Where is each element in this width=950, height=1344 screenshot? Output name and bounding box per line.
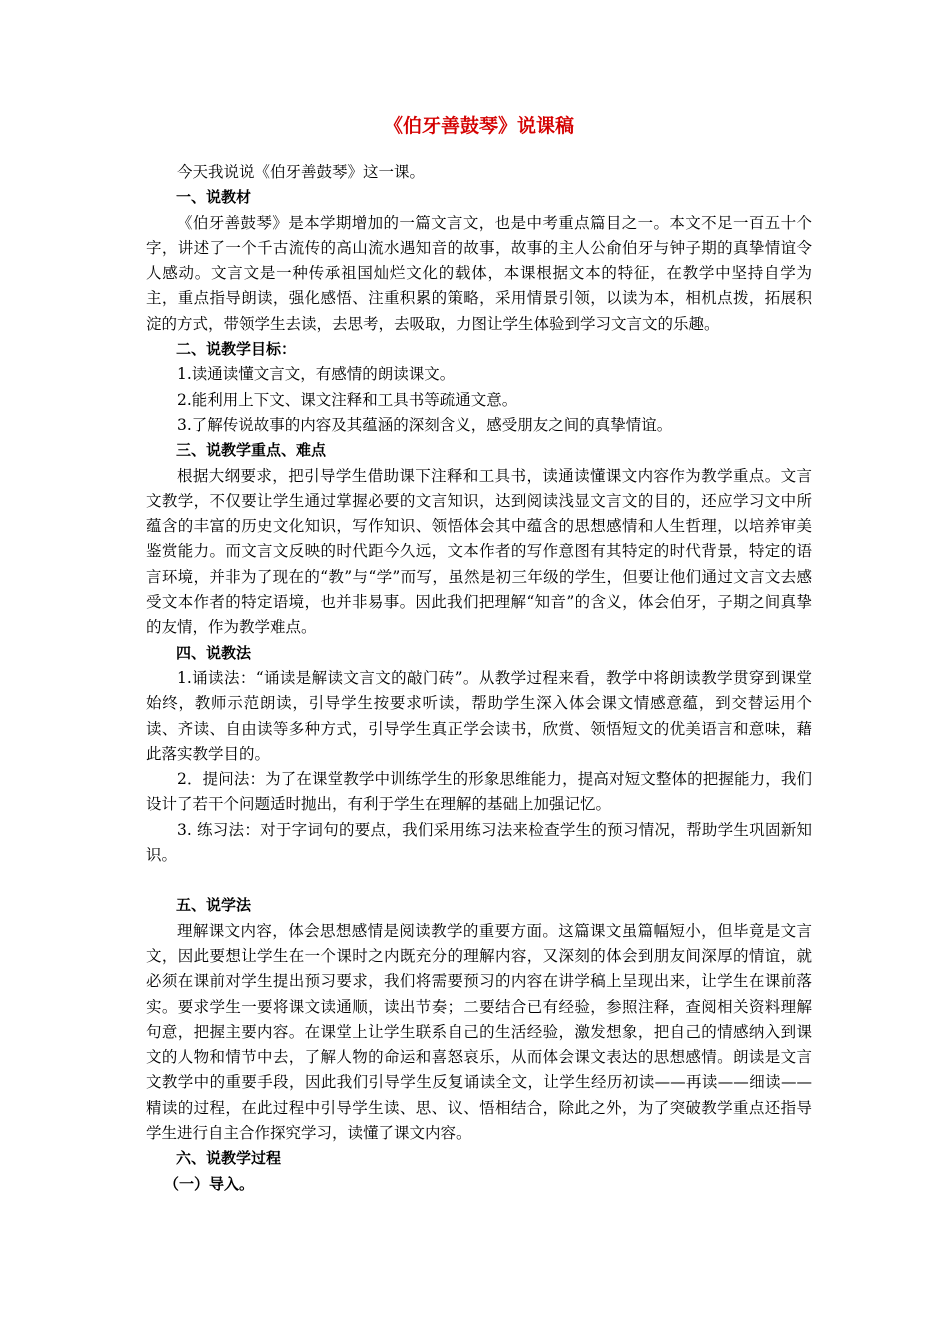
document-title: 《伯牙善鼓琴》说课稿 [383,115,574,137]
goal-item: 1.读通读懂文言文，有感情的朗读课文。 [177,365,456,384]
method-item: 3. 练习法：对于字词句的要点，我们采用练习法来检查学生的预习情况，帮助学生巩固新知识。 [146,820,812,865]
section-heading-teaching-material: 一、说教材 [176,188,252,207]
section-paragraph: 根据大纲要求，把引导学生借助课下注释和工具书，读通读懂课文内容作为教学重点。文言文教学，不仅要让学生通过掌握必要的文言知识，达到阅读浅显文言文的目的，还应学习文中所蕴含的丰富的历史文化知识，写作知识、领悟体会其中蕴含的思想感情和人生哲理，以培养审美鉴赏能力。而文言文反映的时代距今久远，文本作者的写作意图有其特定的时代背景，特定的语言环境，并非为了现在的“教”与“学”而写，虽然是初三年级的学生，但要让他们通过文言文去感受文本作者的特定语境，也并非易事。因此我们把理解“知音”的含义，体会伯牙，子期之间真挚的友情，作为教学难点。 [146,466,812,637]
section-heading-teaching-methods: 四、说教法 [176,643,252,662]
section-heading-key-points: 三、说教学重点、难点 [176,441,327,460]
subheading-introduction: （一）导入。 [164,1174,255,1193]
section-paragraph: 《伯牙善鼓琴》是本学期增加的一篇文言文，也是中考重点篇目之一。本文不足一百五十个字，讲述了一个千古流传的高山流水遇知音的故事，故事的主人公俞伯牙与钟子期的真挚情谊令人感动。文言文是一种传承祖国灿烂文化的载体，本课根据文本的特征，在教学中坚持自学为主，重点指导朗读，强化感悟、注重积累的策略，采用情景引领，以读为本，相机点拨，拓展积淀的方式，带领学生去读，去思考，去吸取，力图让学生体验到学习文言文的乐趣。 [146,213,812,333]
blank-line [146,868,812,893]
method-item: 1.诵读法：“诵读是解读文言文的敲门砖”。从教学过程来看，教学中将朗读教学贯穿到课堂始终，教师示范朗读，引导学生按要求听读，帮助学生深入体会课文情感意蕴，到交替运用个读、齐读、自由读等多种方式，引导学生真正学会读书，欣赏、领悟短文的优美语言和意味，藉此落实教学目的。 [146,668,812,763]
intro-paragraph: 今天我说说《伯牙善鼓琴》这一课。 [177,163,426,181]
goal-item: 3.了解传说故事的内容及其蕴涵的深刻含义，感受朋友之间的真挚情谊。 [177,415,673,434]
section-paragraph: 理解课文内容，体会思想感情是阅读教学的重要方面。这篇课文虽篇幅短小，但毕竟是文言文，因此要想让学生在一个课时之内既充分的理解内容，又深刻的体会到朋友间深厚的情谊，就必须在课前对学生提出预习要求，我们将需要预习的内容在讲学稿上呈现出来，让学生在课前落实。要求学生一要将课文读通顺，读出节奏；二要结合已有经验，参照注释，查阅相关资料理解句意，把握主要内容。在课堂上让学生联系自己的生活经验，激发想象，把自己的情感纳入到课文的人物和情节中去，了解人物的命运和喜怒哀乐，从而体会课文表达的思想感情。朗读是文言文教学中的重要手段，因此我们引导学生反复诵读全文，让学生经历初读——再读——细读——精读的过程，在此过程中引导学生读、思、议、悟相结合，除此之外，为了突破教学重点还指导学生进行自主合作探究学习，读懂了课文内容。 [146,921,812,1142]
section-heading-teaching-process: 六、说教学过程 [176,1149,282,1168]
document-page [146,112,812,1197]
goal-item: 2.能利用上下文、课文注释和工具书等疏通文意。 [177,390,518,409]
section-heading-learning-methods: 五、说学法 [176,896,252,915]
method-item: 2．提问法：为了在课堂教学中训练学生的形象思维能力，提高对短文整体的把握能力，我们设计了若干个问题适时抛出，有利于学生在理解的基础上加强记忆。 [146,770,812,814]
section-heading-teaching-goals: 二、说教学目标： [176,340,297,359]
